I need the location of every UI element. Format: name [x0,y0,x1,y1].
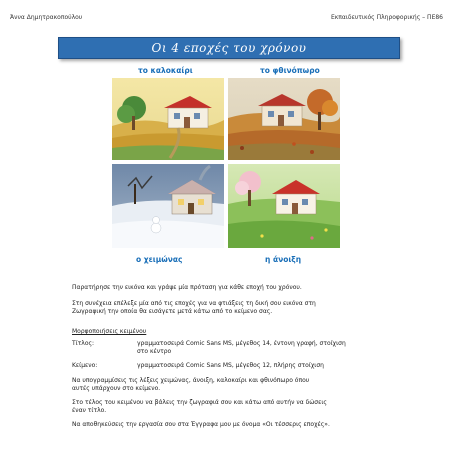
title-format-value-line2: στο κέντρο [137,348,172,355]
autumn-scene [228,78,340,160]
task-1-line1: Να υπογραμμίσεις τις λέξεις χειμώνας, άνοιξη, καλοκαίρι και φθινόπωρο όπου [72,377,310,384]
label-winter: ο χειμώνας [136,255,183,264]
label-autumn: το φθινόπωρο [260,66,320,75]
spring-scene [228,164,340,248]
task-2-line2: έναν τίτλο. [72,407,107,414]
four-seasons-illustration [112,78,340,248]
header-role: Εκπαιδευτικός Πληροφορικής – ΠΕ86 [330,14,443,21]
page-title: Οι 4 εποχές του χρόνου [151,41,307,55]
label-summer: το καλοκαίρι [138,66,193,75]
formatting-heading: Μορφοποιήσεις κειμένου [72,328,147,335]
summer-scene [112,78,224,160]
instruction-2-line1: Στη συνέχεια επέλεξε μία από τις εποχές για να φτιάξεις τη δική σου εικόνα στη [72,300,316,307]
title-format-label: Τίτλος: [72,340,95,347]
title-format-value-line1: γραμματοσειρά Comic Sans MS, μέγεθος 14, έντονη γραφή, στοίχιση [137,340,346,347]
instruction-1: Παρατήρησε την εικόνα και γράψε μία πρόταση για κάθε εποχή του χρόνου. [72,284,302,291]
instruction-2-line2: Ζωγραφική την οποία θα εισάγετε μετά κάτω από το κείμενο σας. [72,308,273,315]
body-format-value: γραμματοσειρά Comic Sans MS, μέγεθος 12, πλήρης στοίχιση [137,362,324,369]
winter-scene [112,164,224,248]
label-spring: η άνοιξη [265,255,302,264]
task-3: Να αποθηκεύσεις την εργασία σου στα Έγγραφα μου με όνομα «Οι τέσσερις εποχές». [72,421,330,428]
title-banner [58,37,400,59]
task-2-line1: Στο τέλος του κειμένου να βάλεις την ζωγραφιά σου και κάτω από αυτήν να δώσεις [72,399,327,406]
task-1-line2: αυτές υπάρχουν στο κείμενο. [72,385,161,392]
header-author: Άννα Δημητρακοπούλου [10,14,83,21]
body-format-label: Κείμενο: [72,362,98,369]
